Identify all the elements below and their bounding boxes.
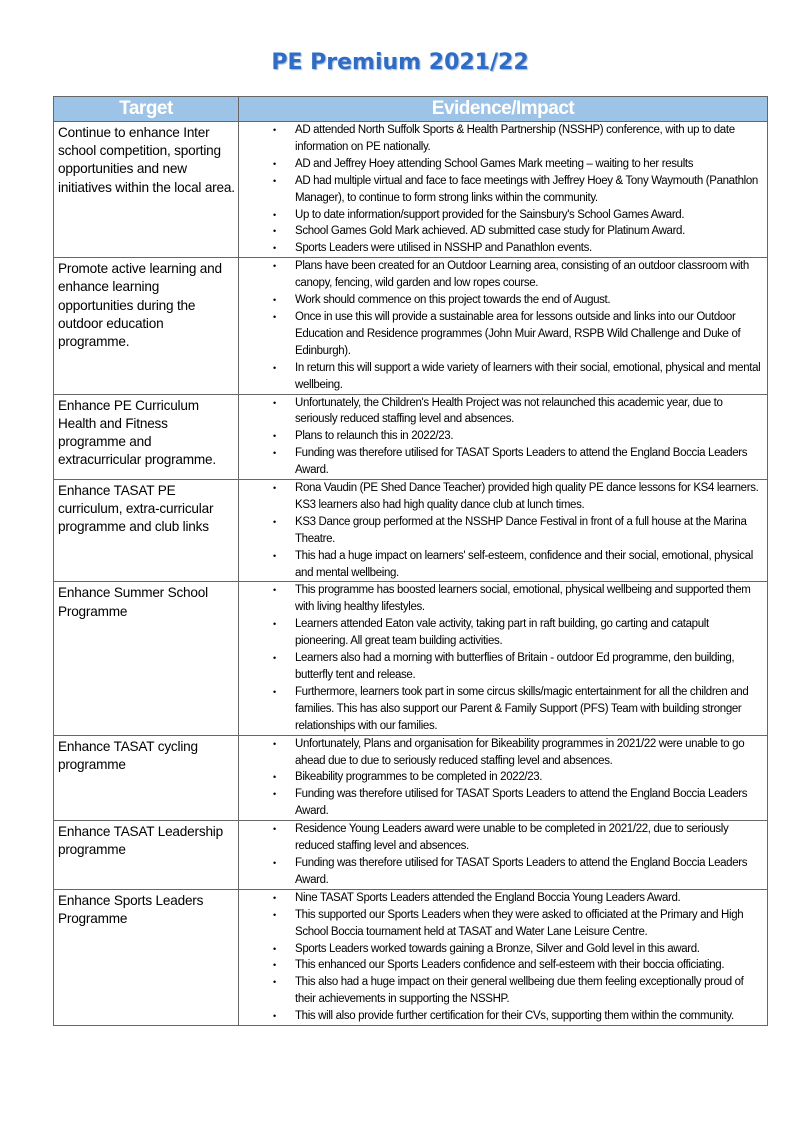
- evidence-item: • This will also provide further certification for their CVs, supporting them within the community.: [239, 1008, 763, 1025]
- evidence-item: • AD and Jeffrey Hoey attending School Games Mark meeting – waiting to her results: [239, 156, 763, 173]
- evidence-item: • This enhanced our Sports Leaders confidence and self-esteem with their boccia officiating.: [239, 957, 763, 974]
- evidence-cell: [239, 394, 768, 480]
- evidence-item: • Learners attended Eaton vale activity, taking part in raft building, go carting and catapult pioneering. All great team building activities.: [239, 616, 763, 650]
- evidence-cell: [239, 480, 768, 582]
- table-row: [54, 735, 768, 821]
- evidence-list: [239, 582, 767, 734]
- evidence-column-header: Evidence/Impact: [239, 97, 768, 122]
- evidence-item: • Sports Leaders worked towards gaining a Bronze, Silver and Gold level in this award.: [239, 941, 763, 958]
- evidence-item: • AD had multiple virtual and face to face meetings with Jeffrey Hoey & Tony Waymouth (Panathlon Manager), to continue to form strong links within the community.: [239, 173, 763, 207]
- evidence-item: • Plans have been created for an Outdoor Learning area, consisting of an outdoor classroom with canopy, fencing, wild garden and low ropes course.: [239, 258, 763, 292]
- evidence-cell: [239, 821, 768, 890]
- evidence-cell: [239, 122, 768, 258]
- evidence-item: • Bikeability programmes to be completed in 2022/23.: [239, 769, 763, 786]
- evidence-item: • AD attended North Suffolk Sports & Health Partnership (NSSHP) conference, with up to date information on PE nationally.: [239, 122, 763, 156]
- target-cell: Continue to enhance Inter school competition, sporting opportunities and new initiatives within the local area.: [54, 122, 239, 258]
- evidence-item: • Unfortunately, Plans and organisation for Bikeability programmes in 2021/22 were unable to go ahead due to due to seriously reduced staffing level and absences.: [239, 736, 763, 770]
- evidence-item: • Funding was therefore utilised for TASAT Sports Leaders to attend the England Boccia Leaders Award.: [239, 855, 763, 889]
- evidence-item: • Learners also had a morning with butterflies of Britain - outdoor Ed programme, den building, butterfly tent and release.: [239, 650, 763, 684]
- target-cell: Promote active learning and enhance learning opportunities during the outdoor education programme.: [54, 258, 239, 394]
- evidence-item: • Work should commence on this project towards the end of August.: [239, 292, 763, 309]
- evidence-item: • Once in use this will provide a sustainable area for lessons outside and links into our Outdoor Education and Residence programmes (John Muir Award, RSPB Wild Challenge and Duke of Edinburgh).: [239, 309, 763, 360]
- evidence-item: • This programme has boosted learners social, emotional, physical wellbeing and supported them with living healthy lifestyles.: [239, 582, 763, 616]
- evidence-item: • KS3 Dance group performed at the NSSHP Dance Festival in front of a full house at the Marina Theatre.: [239, 514, 763, 548]
- evidence-list: [239, 258, 767, 393]
- evidence-item: • Furthermore, learners took part in some circus skills/magic entertainment for all the children and families. This has also support our Parent & Family Support (PFS) Team with building stronger relationships with our families.: [239, 684, 763, 735]
- target-cell: Enhance TASAT PE curriculum, extra-curricular programme and club links: [54, 480, 239, 582]
- table-row: [54, 480, 768, 582]
- evidence-item: • Funding was therefore utilised for TASAT Sports Leaders to attend the England Boccia Leaders Award.: [239, 445, 763, 479]
- evidence-list: [239, 480, 767, 581]
- page-title: PE Premium 2021/22: [271, 50, 529, 75]
- evidence-item: • Rona Vaudin (PE Shed Dance Teacher) provided high quality PE dance lessons for KS4 learners. KS3 learners also had high quality dance club at lunch times.: [239, 480, 763, 514]
- evidence-cell: [239, 735, 768, 821]
- evidence-cell: [239, 258, 768, 394]
- evidence-list: [239, 890, 767, 1025]
- evidence-item: • Unfortunately, the Children's Health Project was not relaunched this academic year, due to seriously reduced staffing level and absences.: [239, 395, 763, 429]
- table-row: [54, 889, 768, 1025]
- target-cell: Enhance PE Curriculum Health and Fitness programme and extracurricular programme.: [54, 394, 239, 480]
- target-cell: Enhance TASAT Leadership programme: [54, 821, 239, 890]
- evidence-item: • Up to date information/support provided for the Sainsbury's School Games Award.: [239, 207, 763, 224]
- pe-premium-table: [53, 96, 768, 1026]
- table-row: [54, 821, 768, 890]
- evidence-list: [239, 736, 767, 821]
- table-row: [54, 582, 768, 735]
- evidence-item: • Sports Leaders were utilised in NSSHP and Panathlon events.: [239, 240, 763, 257]
- evidence-item: • This had a huge impact on learners' self-esteem, confidence and their social, emotional, physical and mental wellbeing.: [239, 548, 763, 582]
- evidence-cell: [239, 582, 768, 735]
- evidence-item: • Nine TASAT Sports Leaders attended the England Boccia Young Leaders Award.: [239, 890, 763, 907]
- target-column-header: Target: [54, 97, 239, 122]
- evidence-item: • Residence Young Leaders award were unable to be completed in 2021/22, due to seriously reduced staffing level and absences.: [239, 821, 763, 855]
- target-cell: Enhance Sports Leaders Programme: [54, 889, 239, 1025]
- evidence-cell: [239, 889, 768, 1025]
- evidence-item: • Funding was therefore utilised for TASAT Sports Leaders to attend the England Boccia Leaders Award.: [239, 786, 763, 820]
- evidence-list: [239, 395, 767, 480]
- evidence-item: • Plans to relaunch this in 2022/23.: [239, 428, 763, 445]
- table-header-row: [54, 97, 768, 122]
- table-row: [54, 258, 768, 394]
- target-cell: Enhance TASAT cycling programme: [54, 735, 239, 821]
- evidence-item: • This supported our Sports Leaders when they were asked to officiated at the Primary and High School Boccia tournament held at TASAT and Water Lane Leisure Centre.: [239, 907, 763, 941]
- target-cell: Enhance Summer School Programme: [54, 582, 239, 735]
- evidence-item: • This also had a huge impact on their general wellbeing due them feeling exceptionally proud of their achievements in supporting the NSSHP.: [239, 974, 763, 1008]
- evidence-item: • In return this will support a wide variety of learners with their social, emotional, physical and mental wellbeing.: [239, 360, 763, 394]
- evidence-item: • School Games Gold Mark achieved. AD submitted case study for Platinum Award.: [239, 223, 763, 240]
- table-row: [54, 122, 768, 258]
- evidence-list: [239, 821, 767, 889]
- evidence-list: [239, 122, 767, 257]
- table-row: [54, 394, 768, 480]
